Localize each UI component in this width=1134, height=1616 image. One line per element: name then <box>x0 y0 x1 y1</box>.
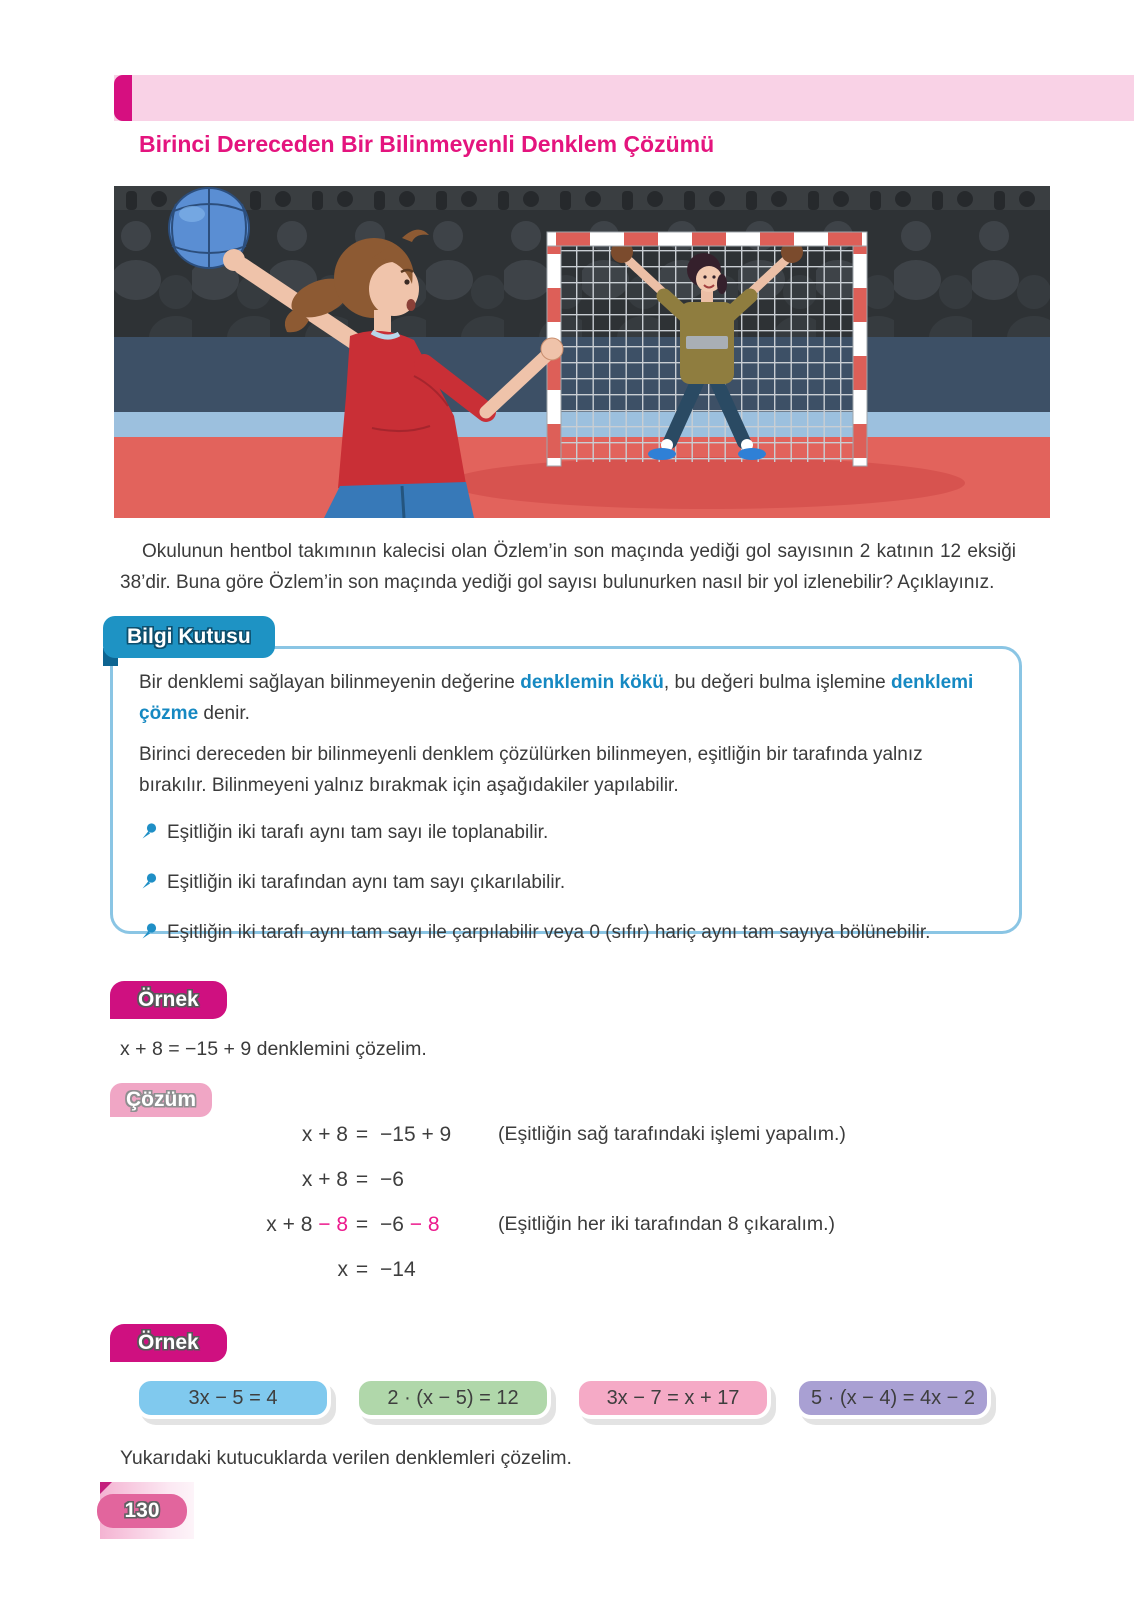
example-badge-2: Örnek <box>110 1324 227 1362</box>
section-header-cap <box>114 75 132 121</box>
info-text: denir. <box>198 703 250 724</box>
pushpin-icon <box>139 817 167 851</box>
equation-text: x + 8 <box>266 1212 319 1236</box>
info-box <box>110 646 1022 943</box>
equation-box-3: 5 · (x − 4) = 4x − 2 <box>795 1377 991 1419</box>
info-bullet-item <box>139 917 993 951</box>
section-header-bar <box>114 75 1134 121</box>
info-bullet-item <box>139 867 993 901</box>
equation-lhs: x + 8 <box>301 1167 348 1191</box>
pushpin-icon <box>139 867 167 901</box>
info-text: , bu değeri bulma işlemine <box>663 672 891 693</box>
equals-sign: = <box>355 1212 369 1236</box>
equation-box-2: 3x − 7 = x + 17 <box>575 1377 771 1419</box>
bullet-text: Eşitliğin iki tarafı aynı tam sayı ile çarpılabilir veya 0 (sıfır) hariç aynı tam sayıya bölünebilir. <box>167 922 931 943</box>
equation-box-1: 2 · (x − 5) = 12 <box>355 1377 551 1419</box>
equation-rhs <box>376 1213 476 1237</box>
pushpin-icon <box>139 917 167 951</box>
stands-rail <box>114 186 1050 210</box>
info-box-tab: Bilgi Kutusu <box>103 616 275 658</box>
equation-lhs <box>238 1213 348 1237</box>
keyword-denklemi-cozme: denklemi çözme <box>139 672 974 724</box>
info-bullet-item <box>139 817 993 851</box>
goalkeeper-shoe <box>648 448 676 460</box>
page-title: Birinci Dereceden Bir Bilinmeyenli Denklem Çözümü <box>139 131 715 157</box>
equation-rhs: −15 + 9 <box>380 1122 452 1146</box>
goal-shadow <box>449 457 965 509</box>
info-paragraph-definition <box>139 667 993 729</box>
equation-box-0: 3x − 5 = 4 <box>135 1377 331 1419</box>
handball-illustration <box>114 186 1050 518</box>
solution-badge: Çözüm <box>110 1083 212 1117</box>
bullet-text: Eşitliğin iki tarafı aynı tam sayı ile toplanabilir. <box>167 822 549 843</box>
player-jeans <box>324 482 474 518</box>
step-note: (Eşitliğin her iki tarafından 8 çıkaralım.) <box>498 1213 836 1235</box>
player-hand <box>541 338 563 360</box>
info-text: Bir denklemi sağlayan bilinmeyenin değerine <box>139 672 521 693</box>
equation-text: −6 <box>380 1212 410 1236</box>
highlighted-term: − 8 <box>409 1212 440 1236</box>
info-paragraph-method: Birinci dereceden bir bilinmeyenli denklem çözülürken bilinmeyen, eşitliğin bir tarafında yalnız bırakılır. Bilinmeyeni yalnız bırakmak için aşağıdakiler yapılabilir. <box>139 744 923 796</box>
example-badge-1: Örnek <box>110 981 227 1019</box>
step-note: (Eşitliğin sağ tarafındaki işlemi yapalım.) <box>498 1123 846 1145</box>
keyword-denklemin-koku: denklemin kökü <box>520 672 664 693</box>
bullet-text: Eşitliğin iki tarafından aynı tam sayı çıkarılabilir. <box>167 872 566 893</box>
intro-paragraph: Okulunun hentbol takımının kalecisi olan Özlem’in son maçında yediği gol sayısının 2 katının 12 eksiği 38’dir. Buna göre Özlem’in son maçında yediği gol sayısı bulunurken nasıl bir yol izlenebilir? Açıklayınız. <box>120 541 1016 593</box>
boxes-instruction: Yukarıdaki kutucuklarda verilen denklemleri çözelim. <box>120 1447 572 1469</box>
page-number-badge: 130 <box>97 1494 187 1528</box>
page-number-notch <box>100 1482 112 1494</box>
example-statement: x + 8 = −15 + 9 denklemini çözelim. <box>120 1038 427 1060</box>
equals-sign: = <box>355 1167 369 1191</box>
equation-boxes-row <box>135 1377 991 1419</box>
equals-sign: = <box>355 1122 369 1146</box>
goalkeeper-shoe <box>738 448 766 460</box>
solution-steps <box>238 1112 846 1292</box>
equation-rhs: −14 <box>380 1257 416 1281</box>
equals-sign: = <box>355 1257 369 1281</box>
highlighted-term: − 8 <box>318 1212 348 1236</box>
equation-rhs: −6 <box>380 1167 404 1191</box>
equation-lhs: x + 8 <box>301 1122 348 1146</box>
equation-lhs: x <box>337 1257 348 1281</box>
